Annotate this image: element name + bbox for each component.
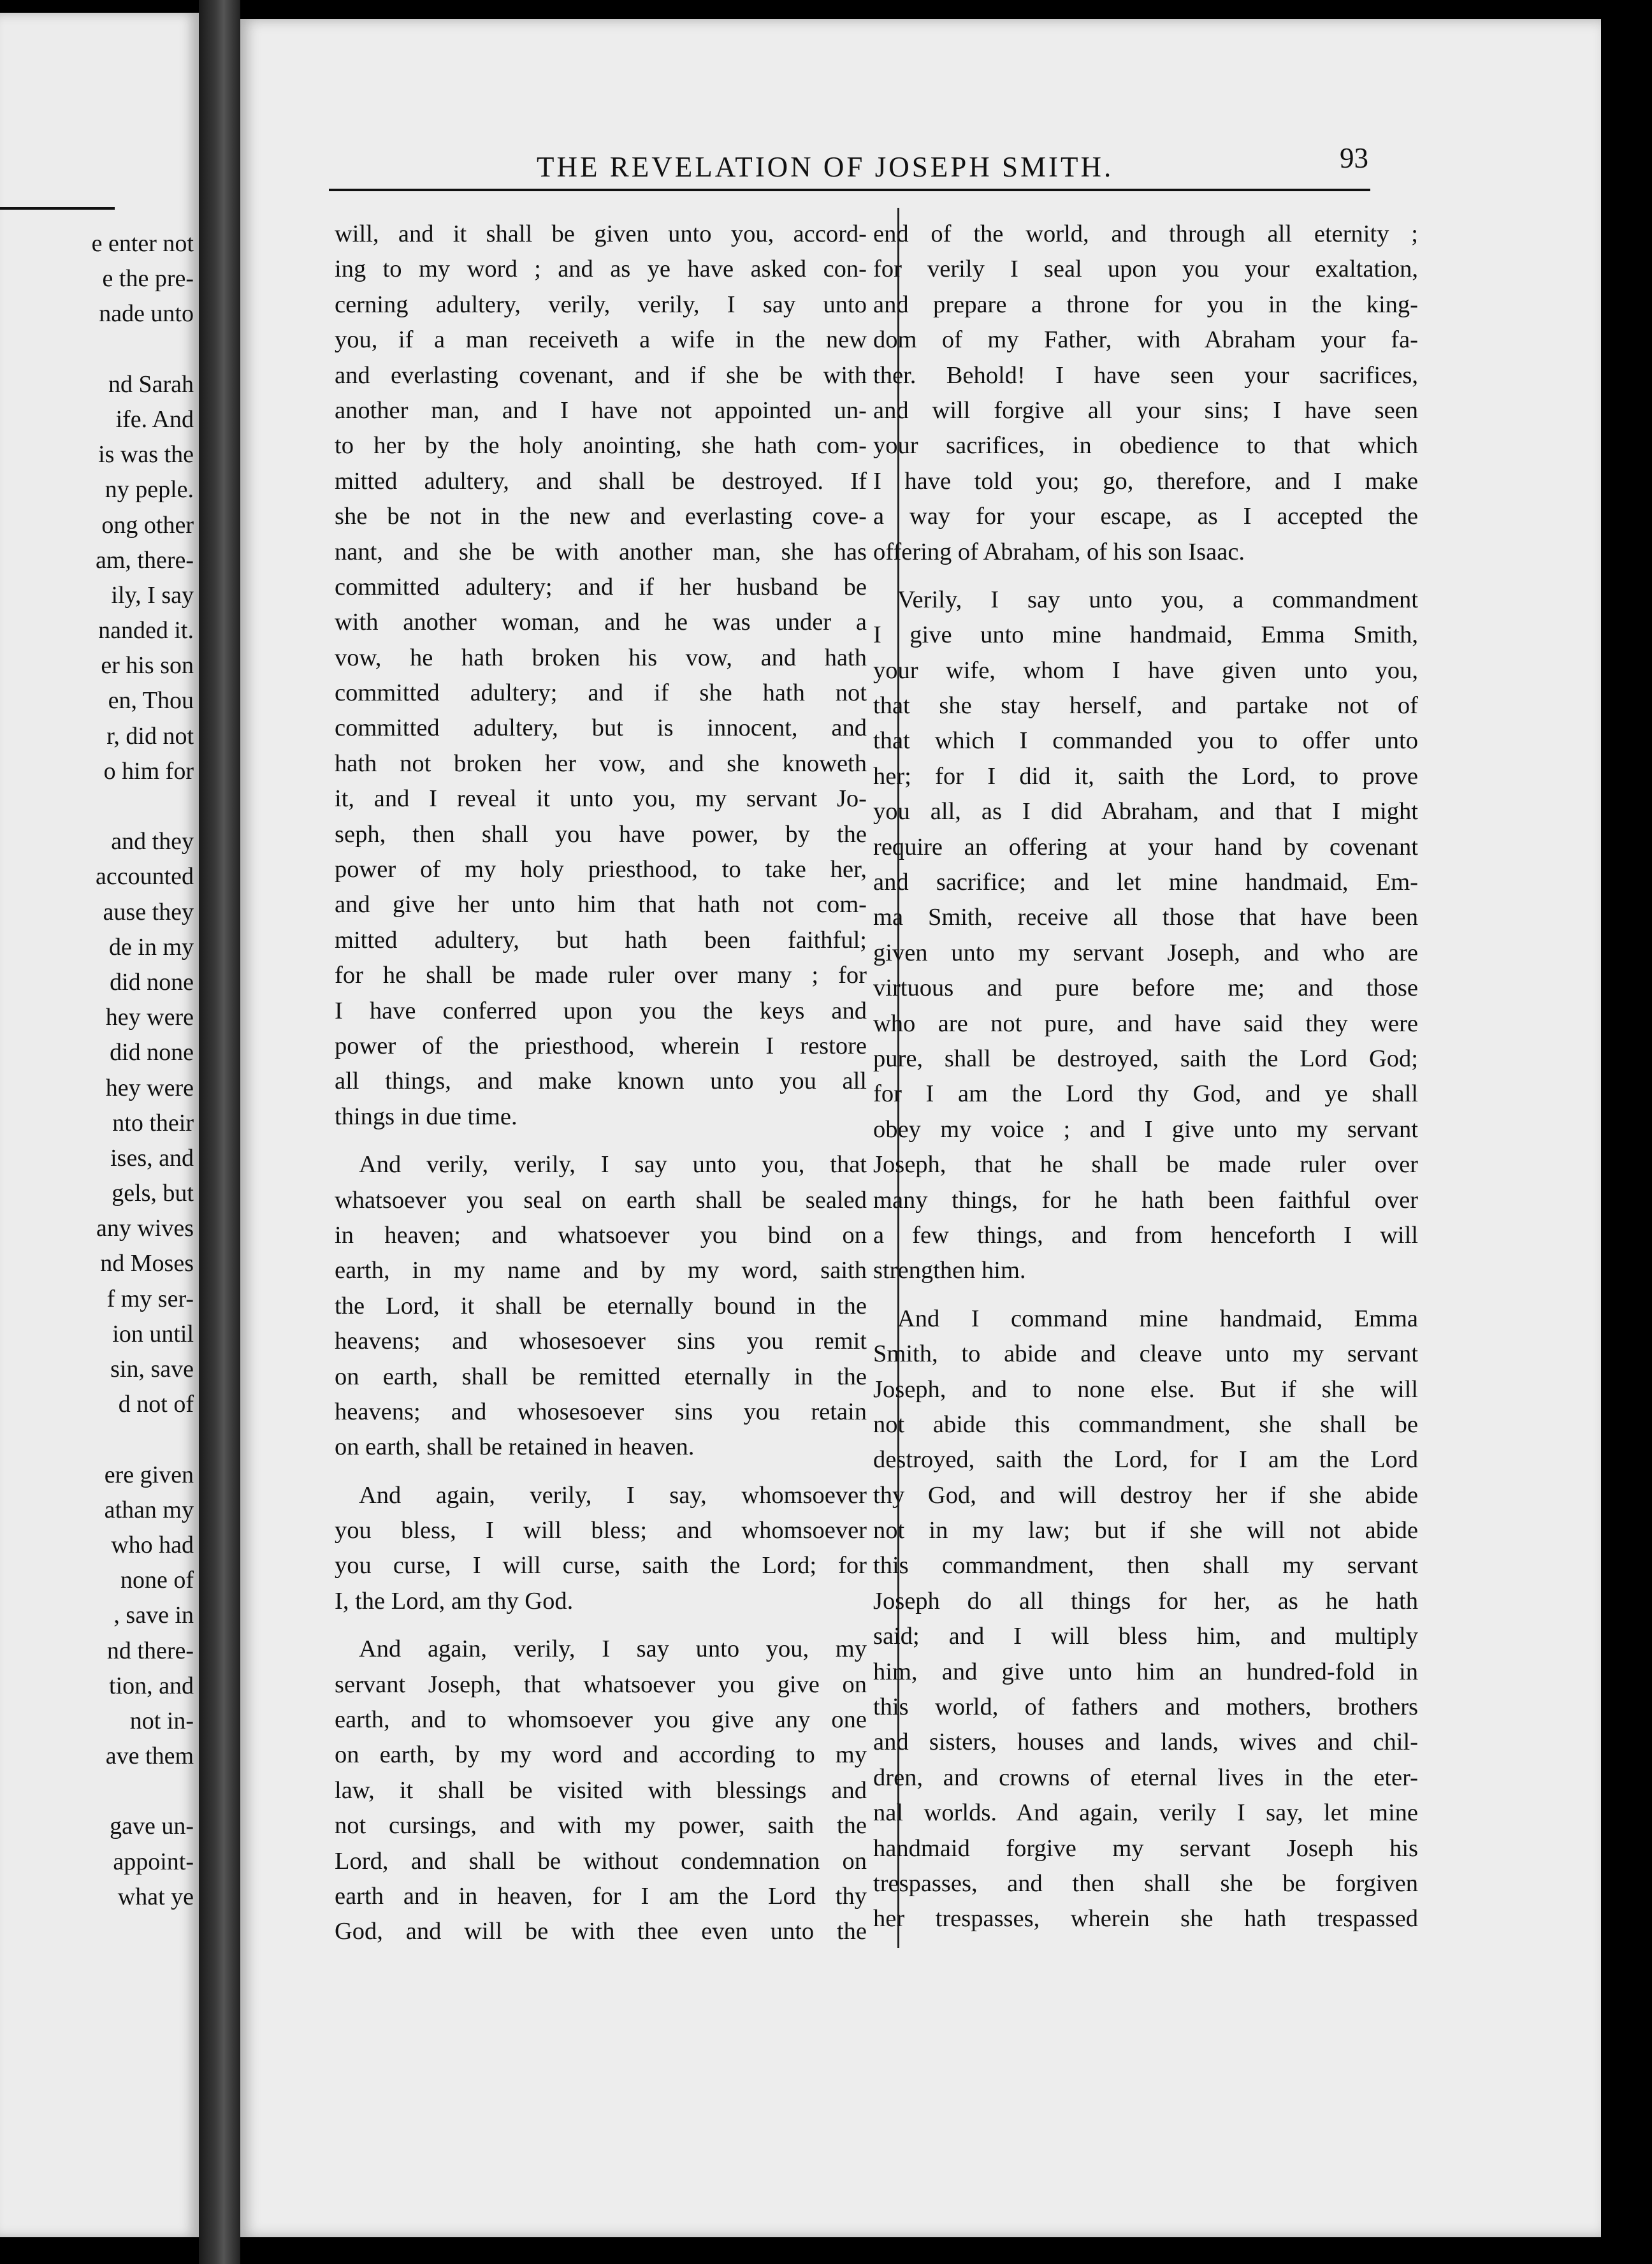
text-line: on earth, by my word and according to my — [335, 1741, 867, 1769]
text-line: committed adultery; and if she hath not — [335, 679, 867, 707]
facing-page-line: e the pre- — [102, 265, 194, 293]
facing-page-line: de in my — [109, 933, 194, 961]
text-line: not abide this commandment, she shall be — [873, 1411, 1418, 1438]
text-line: said; and I will bless him, and multiply — [873, 1623, 1418, 1650]
text-line: I give unto mine handmaid, Emma Smith, — [873, 621, 1418, 649]
facing-page-line: ily, I say — [111, 581, 194, 609]
facing-page-line: and they — [111, 828, 194, 855]
facing-page-line: ife. And — [115, 405, 194, 433]
text-line: destroyed, saith the Lord, for I am the Lord — [873, 1446, 1418, 1474]
facing-page-line: ion until — [112, 1320, 194, 1347]
facing-page-line: not in- — [129, 1707, 194, 1734]
text-line: it, and I reveal it unto you, my servant Jo- — [335, 785, 867, 813]
text-line: with another woman, and he was under a — [335, 609, 867, 636]
facing-page-line: did none — [110, 1039, 194, 1066]
text-line: you curse, I will curse, saith the Lord; for — [335, 1552, 867, 1579]
text-line: her trespasses, wherein she hath trespassed — [873, 1905, 1418, 1933]
text-line: earth, in my name and by my word, saith — [335, 1257, 867, 1284]
text-line: things in due time. — [335, 1103, 518, 1130]
facing-page-line: what ye — [117, 1883, 194, 1910]
text-line: earth and in heaven, for I am the Lord thy — [335, 1882, 867, 1910]
facing-page-line: ises, and — [110, 1144, 194, 1172]
paragraph-gap — [873, 1289, 1418, 1302]
facing-page-line: did none — [110, 968, 194, 996]
facing-page-line: d not of — [118, 1391, 194, 1418]
text-line: and give her unto him that hath not com- — [335, 891, 867, 918]
text-line: and everlasting covenant, and if she be with — [335, 361, 867, 389]
text-line: power of the priesthood, wherein I restore — [335, 1032, 867, 1059]
paragraph-gap — [873, 570, 1418, 583]
paragraph-gap — [335, 1619, 867, 1632]
text-line: ther. Behold! I have seen your sacrifices, — [873, 361, 1418, 389]
text-line: Lord, and shall be without condemnation on — [335, 1847, 867, 1875]
running-header: THE REVELATION OF JOSEPH SMITH. — [537, 151, 1114, 183]
facing-page-line: f my ser- — [106, 1285, 194, 1312]
paragraph-gap — [335, 1135, 867, 1147]
text-line: Verily, I say unto you, a commandment — [897, 586, 1418, 613]
text-line: nal worlds. And again, verily I say, let mine — [873, 1799, 1418, 1827]
text-line: law, it shall be visited with blessings and — [335, 1776, 867, 1804]
facing-page-line — [92, 332, 194, 367]
facing-page-line: ave them — [105, 1743, 194, 1770]
text-line: offering of Abraham, of his son Isaac. — [873, 538, 1245, 565]
facing-page-line: ere given — [104, 1461, 194, 1488]
text-line: hath not broken her vow, and she knoweth — [335, 750, 867, 777]
header-rule — [329, 189, 1370, 191]
facing-page-line: nto their — [112, 1109, 194, 1136]
facing-page-line — [92, 789, 194, 824]
text-line: Smith, to abide and cleave unto my servant — [873, 1340, 1418, 1368]
text-line: on earth, shall be remitted eternally in the — [335, 1363, 867, 1390]
facing-page-line: nd Moses — [100, 1250, 194, 1277]
facing-page-line: , save in — [113, 1602, 194, 1629]
text-line: you bless, I will bless; and whomsoever — [335, 1517, 867, 1544]
facing-page-line: am, there- — [95, 546, 194, 574]
facing-page-line — [92, 1422, 194, 1457]
text-line: nant, and she be with another man, she has — [335, 538, 867, 565]
text-line: seph, then shall you have power, by the — [335, 820, 867, 848]
text-line: your sacrifices, in obedience to that which — [873, 432, 1418, 460]
text-line: to her by the holy anointing, she hath com- — [335, 432, 867, 460]
text-line: a way for your escape, as I accepted the — [873, 503, 1418, 530]
text-line: all things, and make known unto you all — [335, 1068, 867, 1095]
facing-page-line: gave un- — [110, 1813, 194, 1840]
text-line: dren, and crowns of eternal lives in the eter- — [873, 1764, 1418, 1791]
text-line: cerning adultery, verily, verily, I say unto — [335, 291, 867, 318]
text-line: this commandment, then shall my servant — [873, 1552, 1418, 1579]
text-line: committed adultery; and if her husband be — [335, 573, 867, 600]
facing-page-line: gels, but — [112, 1180, 194, 1207]
text-line: committed adultery, but is innocent, and — [335, 715, 867, 742]
facing-page-line: r, did not — [106, 722, 194, 750]
facing-page-line: who had — [111, 1531, 194, 1558]
text-line: And verily, verily, I say unto you, that — [359, 1151, 867, 1179]
facing-page-line — [92, 1774, 194, 1809]
paragraph-gap — [335, 1465, 867, 1478]
text-line: earth, and to whomsoever you give any one — [335, 1706, 867, 1734]
text-line: dom of my Father, with Abraham your fa- — [873, 326, 1418, 354]
text-line: thy God, and will destroy her if she abide — [873, 1481, 1418, 1509]
facing-page-rule — [0, 207, 115, 210]
text-line: and sisters, houses and lands, wives and chil- — [873, 1729, 1418, 1756]
text-line: she be not in the new and everlasting cove- — [335, 503, 867, 530]
right-text-column — [873, 217, 1418, 1937]
text-line: you all, as I did Abraham, and that I might — [873, 798, 1418, 825]
text-line: and sacrifice; and let mine handmaid, Em- — [873, 869, 1418, 896]
text-line: him, and give unto him an hundred-fold in — [873, 1658, 1418, 1685]
facing-page-line: tion, and — [109, 1672, 194, 1699]
text-line: handmaid forgive my servant Joseph his — [873, 1834, 1418, 1862]
facing-page-line: en, Thou — [108, 687, 194, 715]
text-line: I have told you; go, therefore, and I make — [873, 467, 1418, 495]
facing-page-text — [92, 226, 194, 1915]
text-line: vow, he hath broken his vow, and hath — [335, 644, 867, 671]
facing-page-line: hey were — [105, 1004, 194, 1031]
text-line: your wife, whom I have given unto you, — [873, 657, 1418, 684]
text-line: another man, and I have not appointed un- — [335, 396, 867, 424]
text-line: I have conferred upon you the keys and — [335, 997, 867, 1024]
text-line: Joseph, that he shall be made ruler over — [873, 1151, 1418, 1179]
facing-page-line: ong other — [101, 511, 194, 539]
facing-page-line: appoint- — [113, 1848, 194, 1875]
text-line: not cursings, and with my power, saith the — [335, 1812, 867, 1840]
text-line: not in my law; but if she will not abide — [873, 1517, 1418, 1544]
text-line: And again, verily, I say, whomsoever — [359, 1481, 867, 1509]
left-text-column — [335, 217, 867, 1950]
text-line: Joseph, and to none else. But if she will — [873, 1375, 1418, 1403]
text-line: pure, shall be destroyed, saith the Lord God; — [873, 1045, 1418, 1072]
text-line: you, if a man receiveth a wife in the new — [335, 326, 867, 354]
book-gutter — [199, 0, 240, 2264]
text-line: and prepare a throne for you in the king- — [873, 291, 1418, 318]
facing-page-line: hey were — [105, 1074, 194, 1101]
text-line: for I am the Lord thy God, and ye shall — [873, 1080, 1418, 1108]
facing-page-line: o him for — [103, 757, 194, 785]
text-line: given unto my servant Joseph, and who are — [873, 939, 1418, 966]
text-line: will, and it shall be given unto you, accord- — [335, 221, 867, 247]
facing-page-line: ause they — [103, 898, 194, 925]
text-line: virtuous and pure before me; and those — [873, 975, 1418, 1002]
text-line: that she stay herself, and partake not of — [873, 692, 1418, 720]
facing-page-line: any wives — [96, 1215, 194, 1242]
text-line: that which I commanded you to offer unto — [873, 727, 1418, 755]
facing-page-line: er his son — [101, 652, 194, 679]
facing-page-line: sin, save — [110, 1356, 194, 1382]
text-line: require an offering at your hand by covenant — [873, 833, 1418, 860]
facing-page-line: nd there- — [106, 1637, 194, 1664]
text-line: obey my voice ; and I give unto my servant — [873, 1115, 1418, 1143]
page-number: 93 — [1340, 142, 1368, 174]
text-line: heavens; and whosesoever sins you remit — [335, 1328, 867, 1355]
text-line: her; for I did it, saith the Lord, to prove — [873, 762, 1418, 790]
text-line: ma Smith, receive all those that have been — [873, 904, 1418, 931]
text-line: in heaven; and whatsoever you bind on — [335, 1221, 867, 1249]
facing-page-line: athan my — [104, 1496, 194, 1523]
facing-page-line: nanded it. — [98, 617, 194, 644]
text-line: and will forgive all your sins; I have seen — [873, 396, 1418, 424]
text-line: for he shall be made ruler over many ; for — [335, 962, 867, 989]
facing-page-line: ny peple. — [105, 476, 194, 504]
text-line: And I command mine handmaid, Emma — [897, 1305, 1418, 1332]
text-line: the Lord, it shall be eternally bound in the — [335, 1292, 867, 1319]
text-line: trespasses, and then shall she be forgiven — [873, 1869, 1418, 1897]
text-line: who are not pure, and have said they were — [873, 1010, 1418, 1037]
text-line: I, the Lord, am thy God. — [335, 1587, 574, 1615]
text-line: for verily I seal upon you your exaltation, — [873, 256, 1418, 283]
facing-page-line: nade unto — [99, 300, 194, 328]
text-line: power of my holy priesthood, to take her, — [335, 856, 867, 883]
text-line: this world, of fathers and mothers, brothers — [873, 1694, 1418, 1721]
facing-page-line: none of — [120, 1567, 194, 1594]
facing-page-line: e enter not — [91, 230, 194, 257]
text-line: heavens; and whosesoever sins you retain — [335, 1398, 867, 1425]
text-line: Joseph do all things for her, as he hath — [873, 1587, 1418, 1615]
text-line: servant Joseph, that whatsoever you give on — [335, 1671, 867, 1698]
text-line: strengthen him. — [873, 1257, 1026, 1284]
text-line: a few things, and from henceforth I will — [873, 1221, 1418, 1249]
text-line: ing to my word ; and as ye have asked con- — [335, 256, 867, 283]
text-line: many things, for he hath been faithful over — [873, 1186, 1418, 1214]
text-line: end of the world, and through all eternity ; — [873, 221, 1418, 247]
text-line: And again, verily, I say unto you, my — [359, 1636, 867, 1663]
text-line: mitted adultery, and shall be destroyed. If — [335, 467, 867, 495]
facing-page-fragment — [0, 13, 199, 2237]
text-line: on earth, shall be retained in heaven. — [335, 1433, 695, 1461]
facing-page-line: is was the — [98, 441, 194, 468]
text-line: mitted adultery, but hath been faithful; — [335, 926, 867, 954]
facing-page-line: nd Sarah — [108, 370, 194, 398]
facing-page-line: accounted — [95, 863, 194, 890]
text-line: whatsoever you seal on earth shall be sealed — [335, 1186, 867, 1214]
text-line: God, and will be with thee even unto the — [335, 1918, 867, 1945]
